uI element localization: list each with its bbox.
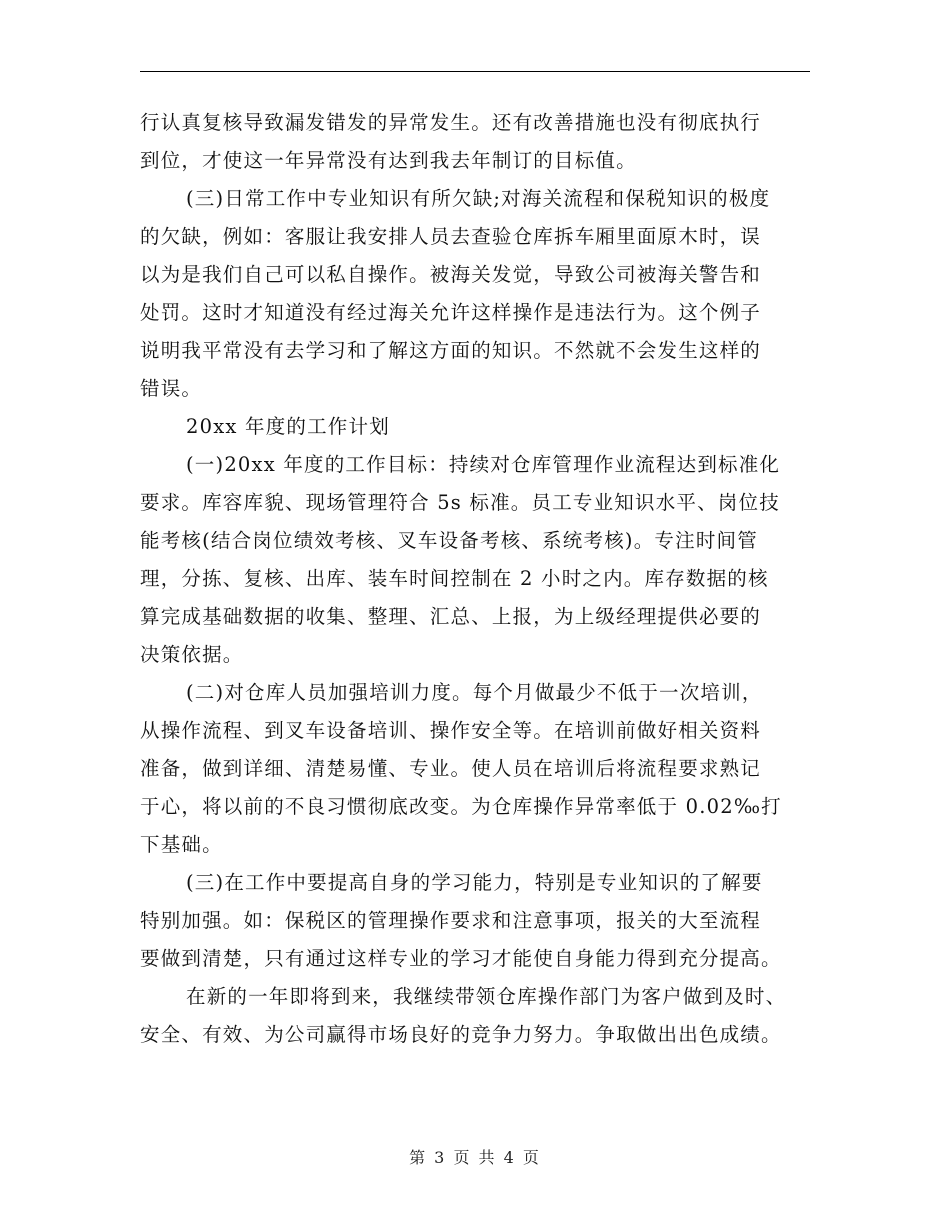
text-line: (三)在工作中要提高自身的学习能力，特别是专业知识的了解要 bbox=[186, 871, 763, 894]
header-rule bbox=[140, 71, 810, 72]
text-line: 算完成基础数据的收集、整理、汇总、上报，为上级经理提供必要的 bbox=[140, 605, 762, 628]
body-text bbox=[140, 104, 820, 1054]
text-line: 说明我平常没有去学习和了解这方面的知识。不然就不会发生这样的 bbox=[140, 339, 762, 362]
text-line: 决策依据。 bbox=[140, 643, 244, 666]
text-line: 在新的一年即将到来，我继续带领仓库操作部门为客户做到及时、 bbox=[186, 985, 787, 1008]
text-line: (三)日常工作中专业知识有所欠缺;对海关流程和保税知识的极度 bbox=[186, 187, 771, 210]
page-number-footer: 第 3 页 共 4 页 bbox=[409, 1148, 541, 1167]
text-line: 要做到清楚，只有通过这样专业的学习才能使自身能力得到充分提高。 bbox=[140, 947, 782, 970]
text-line: 从操作流程、到叉车设备培训、操作安全等。在培训前做好相关资料 bbox=[140, 719, 762, 742]
text-line: 特别加强。如：保税区的管理操作要求和注意事项，报关的大至流程 bbox=[140, 909, 762, 932]
text-line: (一)20xx 年度的工作目标：持续对仓库管理作业流程达到标准化 bbox=[186, 453, 781, 476]
text-line: 于心，将以前的不良习惯彻底改变。为仓库操作异常率低于 0.02‰打 bbox=[140, 795, 782, 818]
section-heading: 20xx 年度的工作计划 bbox=[186, 415, 390, 438]
text-line: 下基础。 bbox=[140, 833, 223, 856]
text-line: 准备，做到详细、清楚易懂、专业。使人员在培训后将流程要求熟记 bbox=[140, 757, 762, 780]
text-line: 错误。 bbox=[140, 377, 203, 400]
text-line: (二)对仓库人员加强培训力度。每个月做最少不低于一次培训， bbox=[186, 681, 763, 704]
text-line: 安全、有效、为公司赢得市场良好的竞争力努力。争取做出出色成绩。 bbox=[140, 1023, 782, 1046]
text-line: 的欠缺，例如：客服让我安排人员去查验仓库拆车厢里面原木时，误 bbox=[140, 225, 762, 248]
text-line: 能考核(结合岗位绩效考核、叉车设备考核、系统考核)。专注时间管 bbox=[140, 529, 758, 552]
text-line: 到位，才使这一年异常没有达到我去年制订的目标值。 bbox=[140, 149, 637, 172]
text-line: 处罚。这时才知道没有经过海关允许这样操作是违法行为。这个例子 bbox=[140, 301, 762, 324]
text-line: 以为是我们自己可以私自操作。被海关发觉，导致公司被海关警告和 bbox=[140, 263, 762, 286]
text-line: 行认真复核导致漏发错发的异常发生。还有改善措施也没有彻底执行 bbox=[140, 111, 762, 134]
text-line: 理，分拣、复核、出库、装车时间控制在 2 小时之内。库存数据的核 bbox=[140, 567, 769, 590]
text-line: 要求。库容库貌、现场管理符合 5s 标准。员工专业知识水平、岗位技 bbox=[140, 491, 780, 514]
